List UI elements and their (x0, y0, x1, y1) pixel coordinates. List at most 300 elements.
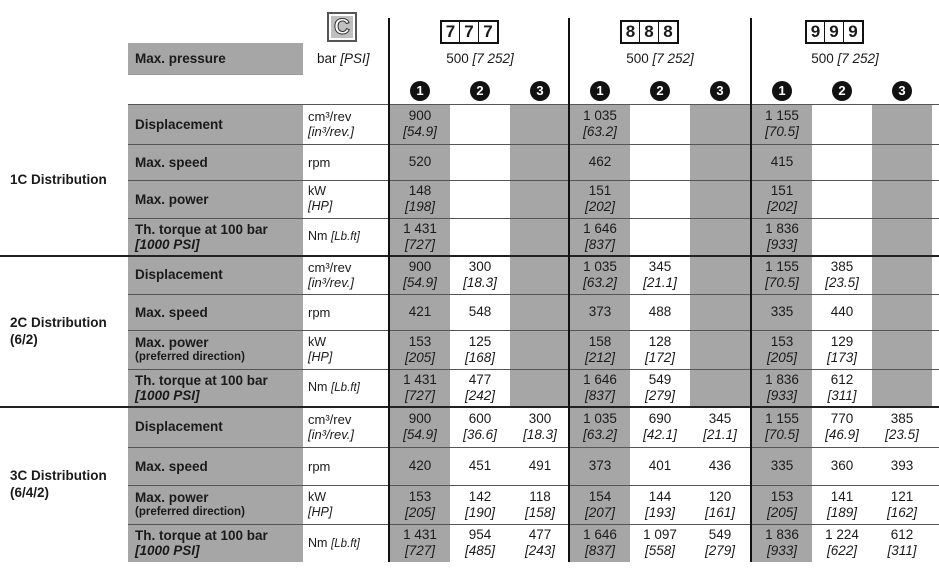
value-secondary: [21.1] (643, 274, 677, 290)
group-label-text: 1C Distribution (10, 171, 107, 187)
row-label (128, 369, 303, 406)
value-primary: 401 (648, 458, 672, 473)
value-cell (690, 406, 750, 447)
value-cell (752, 485, 812, 524)
value-secondary: [54.9] (403, 426, 437, 442)
group-divider (0, 255, 939, 257)
value-secondary: [212] (584, 349, 616, 365)
value-primary: 393 (890, 458, 914, 473)
unit-primary: cm³/rev (308, 109, 352, 124)
gray-column-bg (510, 257, 570, 406)
value-cell (390, 524, 450, 562)
value-primary: 549 (648, 371, 672, 387)
value-primary: 1 431 (403, 371, 437, 387)
value-cell (752, 144, 812, 180)
value-secondary: [70.5] (765, 124, 799, 139)
row-label-text: Th. torque at 100 bar (135, 528, 268, 543)
value-cell (752, 330, 812, 369)
pressure-value-psi: [7 252] (472, 51, 514, 66)
value-secondary: [279] (704, 543, 736, 558)
header-divider (128, 104, 939, 105)
row-label (128, 144, 303, 180)
value-primary: 142 (468, 488, 492, 504)
value-primary: 690 (648, 410, 672, 426)
value-cell (450, 485, 510, 524)
value-cell (752, 104, 812, 144)
row-label (128, 218, 303, 255)
row-unit (308, 524, 388, 562)
row-unit (308, 447, 388, 485)
row-label-text: Displacement (135, 116, 223, 132)
value-primary: 420 (408, 458, 432, 473)
value-cell (690, 524, 750, 562)
value-primary: 151 (588, 183, 612, 198)
value-cell (812, 406, 872, 447)
value-cell (752, 218, 812, 255)
model-digit-box: 8 (639, 20, 660, 44)
row-label-text: Max. power (135, 191, 209, 207)
row-label (128, 447, 303, 485)
value-secondary: [54.9] (403, 274, 437, 290)
unit-alt: [in³/rev.] (308, 426, 354, 442)
value-primary: 1 431 (403, 527, 437, 542)
unit-alt: [in³/rev.] (308, 124, 354, 139)
value-cell (630, 294, 690, 330)
value-secondary: [933] (766, 236, 798, 252)
value-cell (390, 255, 450, 294)
value-secondary: [205] (404, 504, 436, 520)
value-primary: 1 097 (643, 527, 677, 542)
value-primary: 600 (468, 410, 492, 426)
value-secondary: [279] (644, 387, 676, 403)
group-label-text: 3C Distribution (10, 468, 107, 483)
value-cell (812, 447, 872, 485)
value-secondary: [727] (404, 236, 436, 252)
unit-primary: kW (308, 489, 327, 504)
value-secondary: [54.9] (403, 124, 437, 139)
unit-primary: Nm (308, 535, 328, 550)
value-primary: 900 (408, 410, 432, 426)
value-primary: 385 (830, 258, 854, 274)
position-number-icon: 1 (590, 81, 610, 101)
value-secondary: [205] (766, 504, 798, 520)
pressure-unit (317, 51, 370, 66)
value-secondary: [158] (524, 504, 556, 520)
value-secondary: [207] (584, 504, 616, 520)
max-pressure-text: Max. pressure (135, 51, 226, 66)
value-secondary: [198] (404, 199, 436, 214)
value-primary: 345 (708, 410, 732, 426)
row-label-subtext: (preferred direction) (135, 505, 245, 518)
value-primary: 770 (830, 410, 854, 426)
value-secondary: [727] (404, 387, 436, 403)
value-secondary: [63.2] (583, 274, 617, 290)
row-label (128, 104, 303, 144)
value-cell (630, 447, 690, 485)
value-cell (570, 255, 630, 294)
value-secondary: [933] (766, 543, 798, 558)
row-unit (308, 218, 388, 255)
value-secondary: [933] (766, 387, 798, 403)
row-label-text: Max. speed (135, 304, 208, 320)
value-cell (630, 524, 690, 562)
position-number-icon: 3 (892, 81, 912, 101)
value-cell (630, 369, 690, 406)
value-cell (570, 294, 630, 330)
value-primary: 436 (708, 458, 732, 473)
row-label-subtext: [1000 PSI] (135, 387, 200, 403)
row-label-text: Max. speed (135, 458, 208, 474)
unit-primary: rpm (308, 154, 331, 170)
value-secondary: [205] (766, 349, 798, 365)
value-cell (690, 485, 750, 524)
value-primary: 141 (830, 488, 854, 504)
row-label-text: Th. torque at 100 bar (135, 221, 268, 237)
value-primary: 1 155 (765, 258, 799, 274)
value-secondary: [63.2] (583, 426, 617, 442)
value-cell (390, 294, 450, 330)
unit-primary: rpm (308, 304, 331, 320)
value-cell (630, 406, 690, 447)
row-unit (308, 104, 388, 144)
row-unit (308, 369, 388, 406)
pressure-value: 500 (626, 51, 649, 66)
value-primary: 462 (588, 154, 612, 169)
value-cell (872, 447, 932, 485)
pressure-unit-psi: [PSI] (340, 51, 370, 66)
value-secondary: [70.5] (765, 426, 799, 442)
model-digit-box: 9 (805, 20, 826, 44)
value-primary: 1 646 (583, 371, 617, 387)
value-cell (510, 485, 570, 524)
value-primary: 125 (468, 333, 492, 349)
value-primary: 520 (408, 154, 432, 169)
value-cell (390, 369, 450, 406)
value-primary: 1 155 (765, 410, 799, 426)
row-unit (308, 180, 388, 218)
value-primary: 1 646 (583, 527, 617, 542)
value-secondary: [243] (524, 543, 556, 558)
value-cell (390, 485, 450, 524)
value-primary: 153 (408, 333, 432, 349)
value-cell (630, 255, 690, 294)
pressure-value: 500 (811, 51, 834, 66)
model-max-pressure (390, 51, 570, 66)
value-secondary: [18.3] (463, 274, 497, 290)
value-primary: 121 (890, 488, 914, 504)
value-cell (390, 104, 450, 144)
row-label-text: Max. power (135, 334, 209, 350)
value-primary: 477 (528, 527, 552, 542)
value-cell (390, 447, 450, 485)
value-primary: 612 (830, 371, 854, 387)
value-primary: 421 (408, 304, 432, 319)
value-cell (510, 406, 570, 447)
value-cell (690, 447, 750, 485)
model-digit-box: 9 (843, 20, 864, 44)
value-primary: 153 (770, 333, 794, 349)
group-sublabel-text: (6/2) (10, 331, 38, 347)
row-unit (308, 330, 388, 369)
value-cell (872, 524, 932, 562)
model-digit-box: 9 (824, 20, 845, 44)
value-cell (450, 294, 510, 330)
unit-alt: [Lb.ft] (331, 231, 360, 243)
gray-column-bg (872, 257, 932, 406)
value-primary: 335 (770, 458, 794, 473)
row-unit (308, 485, 388, 524)
value-secondary: [202] (766, 199, 798, 214)
row-label (128, 330, 303, 369)
value-cell (752, 524, 812, 562)
value-primary: 548 (468, 304, 492, 319)
value-cell (450, 447, 510, 485)
position-number-icon: 3 (530, 81, 550, 101)
value-primary: 440 (830, 304, 854, 319)
row-label-text: Displacement (135, 267, 223, 282)
row-unit (308, 255, 388, 294)
group-sublabel-text: (6/4/2) (10, 485, 50, 500)
gray-column-bg (690, 257, 750, 406)
value-cell (630, 330, 690, 369)
value-secondary: [70.5] (765, 274, 799, 290)
value-cell (510, 447, 570, 485)
row-label (128, 294, 303, 330)
value-primary: 144 (648, 488, 672, 504)
unit-alt: [Lb.ft] (331, 382, 360, 394)
value-secondary: [46.9] (825, 426, 859, 442)
model-max-pressure (755, 51, 935, 66)
value-primary: 151 (770, 183, 794, 198)
value-primary: 1 155 (765, 108, 799, 123)
value-primary: 1 035 (583, 108, 617, 123)
value-cell (450, 255, 510, 294)
value-primary: 373 (588, 304, 612, 319)
group-label (10, 314, 107, 348)
value-primary: 1 646 (583, 220, 617, 236)
unit-primary: cm³/rev (308, 259, 352, 275)
value-secondary: [205] (404, 349, 436, 365)
value-cell (812, 524, 872, 562)
value-primary: 300 (528, 410, 552, 426)
value-primary: 954 (468, 527, 492, 542)
value-cell (450, 369, 510, 406)
value-cell (390, 330, 450, 369)
value-secondary: [727] (404, 543, 436, 558)
row-label-subtext: (preferred direction) (135, 350, 245, 363)
value-primary: 612 (890, 527, 914, 542)
value-primary: 128 (648, 333, 672, 349)
model-digit-box: 7 (478, 20, 499, 44)
value-secondary: [622] (826, 543, 858, 558)
row-label (128, 485, 303, 524)
model-divider (568, 18, 570, 562)
value-primary: 153 (408, 488, 432, 504)
value-secondary: [311] (827, 387, 857, 403)
row-label (128, 180, 303, 218)
value-secondary: [168] (464, 349, 496, 365)
position-number-icon: 2 (832, 81, 852, 101)
value-secondary: [161] (704, 504, 736, 520)
position-number-icon: 3 (710, 81, 730, 101)
value-primary: 477 (468, 371, 492, 387)
value-secondary: [189] (826, 504, 858, 520)
unit-alt: [HP] (308, 199, 333, 213)
unit-primary: kW (308, 334, 327, 349)
model-max-pressure (570, 51, 750, 66)
value-cell (570, 406, 630, 447)
group-label-text: 2C Distribution (10, 314, 107, 330)
model-digit-box: 8 (620, 20, 641, 44)
value-cell (450, 330, 510, 369)
value-secondary: [202] (584, 199, 616, 214)
value-secondary: [23.5] (825, 274, 859, 290)
position-number-icon: 1 (410, 81, 430, 101)
value-cell (812, 330, 872, 369)
value-primary: 900 (408, 258, 432, 274)
value-cell (570, 218, 630, 255)
unit-primary: kW (308, 184, 327, 198)
value-cell (752, 406, 812, 447)
group-divider (0, 406, 939, 408)
value-cell (752, 294, 812, 330)
row-label-text: Max. power (135, 489, 209, 505)
value-primary: 900 (408, 108, 432, 123)
value-secondary: [485] (464, 543, 496, 558)
row-label-subtext: [1000 PSI] (135, 543, 200, 558)
value-cell (812, 294, 872, 330)
value-secondary: [23.5] (885, 426, 919, 442)
value-secondary: [63.2] (583, 124, 617, 139)
value-primary: 1 836 (765, 371, 799, 387)
unit-primary: Nm (308, 380, 328, 394)
value-primary: 1 431 (403, 220, 437, 236)
unit-primary: rpm (308, 458, 331, 474)
value-primary: 1 035 (583, 410, 617, 426)
value-secondary: [21.1] (703, 426, 737, 442)
value-primary: 148 (408, 183, 432, 198)
value-cell (812, 255, 872, 294)
value-primary: 118 (529, 488, 551, 504)
value-cell (390, 218, 450, 255)
value-secondary: [242] (464, 387, 496, 403)
rotation-c-icon (327, 12, 357, 42)
value-cell (570, 524, 630, 562)
unit-alt: [HP] (308, 504, 333, 519)
value-cell (812, 485, 872, 524)
value-secondary: [311] (887, 543, 917, 558)
header-divider (128, 74, 303, 75)
value-secondary: [173] (826, 349, 858, 365)
value-secondary: [558] (644, 543, 676, 558)
pressure-value: 500 (446, 51, 469, 66)
value-primary: 345 (648, 258, 672, 274)
value-cell (752, 369, 812, 406)
value-secondary: [42.1] (643, 426, 677, 442)
value-primary: 335 (770, 304, 794, 319)
model-digit-box: 8 (658, 20, 679, 44)
value-primary: 549 (708, 527, 732, 542)
unit-primary: Nm (308, 229, 328, 243)
pressure-unit-bar: bar (317, 51, 337, 66)
value-primary: 1 836 (765, 220, 799, 236)
value-primary: 491 (528, 458, 552, 473)
value-cell (450, 406, 510, 447)
value-primary: 451 (468, 458, 492, 473)
value-primary: 120 (708, 488, 732, 504)
row-unit (308, 294, 388, 330)
value-primary: 385 (890, 410, 914, 426)
value-cell (570, 447, 630, 485)
value-cell (752, 255, 812, 294)
value-secondary: [36.6] (463, 426, 497, 442)
group-label (10, 171, 107, 188)
position-number-icon: 2 (650, 81, 670, 101)
value-secondary: [193] (644, 504, 676, 520)
row-unit (308, 144, 388, 180)
value-primary: 1 224 (825, 527, 859, 542)
unit-primary: cm³/rev (308, 411, 352, 427)
unit-alt: [in³/rev.] (308, 274, 354, 290)
value-secondary: [18.3] (523, 426, 557, 442)
row-label (128, 255, 303, 294)
value-secondary: [190] (464, 504, 496, 520)
value-cell (752, 447, 812, 485)
position-number-icon: 1 (772, 81, 792, 101)
unit-alt: [HP] (308, 349, 333, 364)
value-cell (390, 144, 450, 180)
value-secondary: [837] (584, 236, 616, 252)
row-label (128, 406, 303, 447)
unit-text (308, 535, 388, 552)
value-primary: 1 836 (765, 527, 799, 542)
pressure-value-psi: [7 252] (652, 51, 694, 66)
model-digit-box: 7 (440, 20, 461, 44)
max-pressure-label (128, 43, 303, 74)
value-cell (570, 180, 630, 218)
row-label-text: Th. torque at 100 bar (135, 372, 268, 388)
value-cell (570, 369, 630, 406)
value-cell (450, 524, 510, 562)
value-primary: 154 (588, 488, 612, 504)
row-label-text: Displacement (135, 419, 223, 434)
row-unit (308, 406, 388, 447)
value-secondary: [837] (584, 543, 616, 558)
unit-alt: [Lb.ft] (331, 537, 360, 550)
value-primary: 488 (648, 304, 672, 319)
value-cell (570, 104, 630, 144)
value-cell (390, 406, 450, 447)
value-primary: 415 (770, 154, 794, 169)
value-secondary: [172] (644, 349, 676, 365)
value-cell (510, 524, 570, 562)
value-secondary: [162] (886, 504, 918, 520)
row-label (128, 524, 303, 562)
value-secondary: [837] (584, 387, 616, 403)
value-cell (812, 369, 872, 406)
value-cell (630, 485, 690, 524)
position-number-icon: 2 (470, 81, 490, 101)
value-cell (752, 180, 812, 218)
model-divider (388, 18, 390, 562)
value-cell (570, 330, 630, 369)
unit-text (308, 379, 388, 396)
value-cell (872, 406, 932, 447)
row-label-text: Max. speed (135, 154, 208, 170)
value-primary: 373 (588, 458, 612, 473)
group-label (10, 467, 107, 501)
value-primary: 153 (770, 488, 794, 504)
